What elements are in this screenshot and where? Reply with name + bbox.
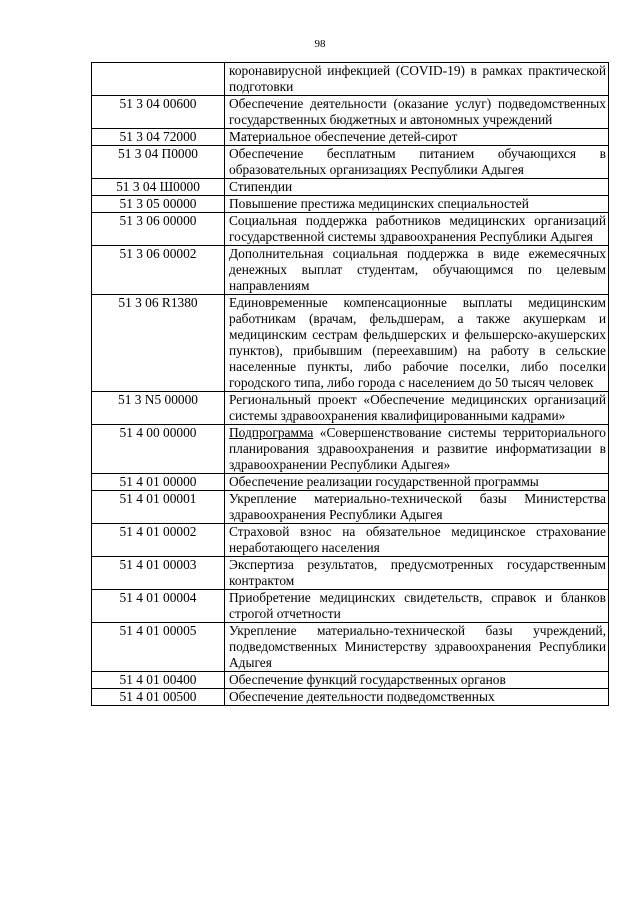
table-row (92, 590, 609, 623)
budget-code: 51 3 04 Ш0000 (92, 179, 225, 196)
table-row (92, 96, 609, 129)
table-row (92, 246, 609, 295)
budget-code: 51 3 05 00000 (92, 196, 225, 213)
table-row (92, 491, 609, 524)
item-description: Дополнительная социальная поддержка в виде ежемесячных денежных выплат студентам, обучающимся по целевым направлениям (225, 246, 609, 295)
budget-code-table (91, 62, 609, 706)
table-row (92, 179, 609, 196)
budget-code: 51 3 04 П0000 (92, 146, 225, 179)
table-row (92, 146, 609, 179)
budget-code: 51 4 00 00000 (92, 425, 225, 474)
budget-code: 51 4 01 00000 (92, 474, 225, 491)
table-row (92, 623, 609, 672)
item-description: Стипендии (225, 179, 609, 196)
budget-code: 51 4 01 00002 (92, 524, 225, 557)
item-description: Укрепление материально-технической базы учреждений, подведомственных Министерству здравоохранения Республики Адыгея (225, 623, 609, 672)
page-number: 98 (314, 38, 326, 50)
item-description: Социальная поддержка работников медицинских организаций государственной системы здравоохранения Республики Адыгея (225, 213, 609, 246)
budget-code: 51 4 01 00004 (92, 590, 225, 623)
item-description: Обеспечение реализации государственной программы (225, 474, 609, 491)
budget-code: 51 4 01 00500 (92, 689, 225, 706)
budget-code: 51 3 06 R1380 (92, 295, 225, 392)
item-description: Укрепление материально-технической базы Министерства здравоохранения Республики Адыгея (225, 491, 609, 524)
budget-code: 51 3 04 72000 (92, 129, 225, 146)
table-row (92, 425, 609, 474)
item-description: Обеспечение функций государственных органов (225, 672, 609, 689)
item-description: Обеспечение деятельности (оказание услуг) подведомственных государственных бюджетных и автономных учреждений (225, 96, 609, 129)
table-row (92, 524, 609, 557)
budget-code: 51 4 01 00001 (92, 491, 225, 524)
subprogram-label: Подпрограмма (229, 425, 314, 440)
budget-code: 51 4 01 00003 (92, 557, 225, 590)
item-description: Единовременные компенсационные выплаты медицинским работникам (врачам, фельдшерам, а также акушеркам и медицинским сестрам фельдшерских и фельшерско-акушерских пунктов), прибывшим (переехавшим) на работу в сельские населенные пункты, либо рабочие поселки, либо поселки городского типа, либо города с населением до 50 тысяч человек (225, 295, 609, 392)
item-description-text: «Совершенствование системы территориального планирования здравоохранения и развитие информатизации в здравоохранении Республики Адыгея» (229, 425, 606, 472)
table-row (92, 392, 609, 425)
budget-code: 51 4 01 00400 (92, 672, 225, 689)
item-description: Региональный проект «Обеспечение медицинских организаций системы здравоохранения квалифицированными кадрами» (225, 392, 609, 425)
budget-code: 51 3 04 00600 (92, 96, 225, 129)
table-row (92, 672, 609, 689)
item-description: Страховой взнос на обязательное медицинское страхование неработающего населения (225, 524, 609, 557)
budget-code: 51 4 01 00005 (92, 623, 225, 672)
item-description (225, 425, 609, 474)
budget-code: 51 3 06 00000 (92, 213, 225, 246)
table-row (92, 63, 609, 96)
table-row (92, 295, 609, 392)
item-description: Материальное обеспечение детей-сирот (225, 129, 609, 146)
table-row (92, 213, 609, 246)
item-description: Экспертиза результатов, предусмотренных государственным контрактом (225, 557, 609, 590)
table-row (92, 689, 609, 706)
budget-code: 51 3 06 00002 (92, 246, 225, 295)
table-row (92, 557, 609, 590)
item-description: коронавирусной инфекцией (COVID-19) в рамках практической подготовки (225, 63, 609, 96)
budget-code (92, 63, 225, 96)
table-row (92, 474, 609, 491)
item-description: Приобретение медицинских свидетельств, справок и бланков строгой отчетности (225, 590, 609, 623)
item-description: Повышение престижа медицинских специальностей (225, 196, 609, 213)
table-row (92, 129, 609, 146)
budget-code: 51 3 N5 00000 (92, 392, 225, 425)
table-row (92, 196, 609, 213)
item-description: Обеспечение бесплатным питанием обучающихся в образовательных организациях Республики Адыгея (225, 146, 609, 179)
item-description: Обеспечение деятельности подведомственных (225, 689, 609, 706)
